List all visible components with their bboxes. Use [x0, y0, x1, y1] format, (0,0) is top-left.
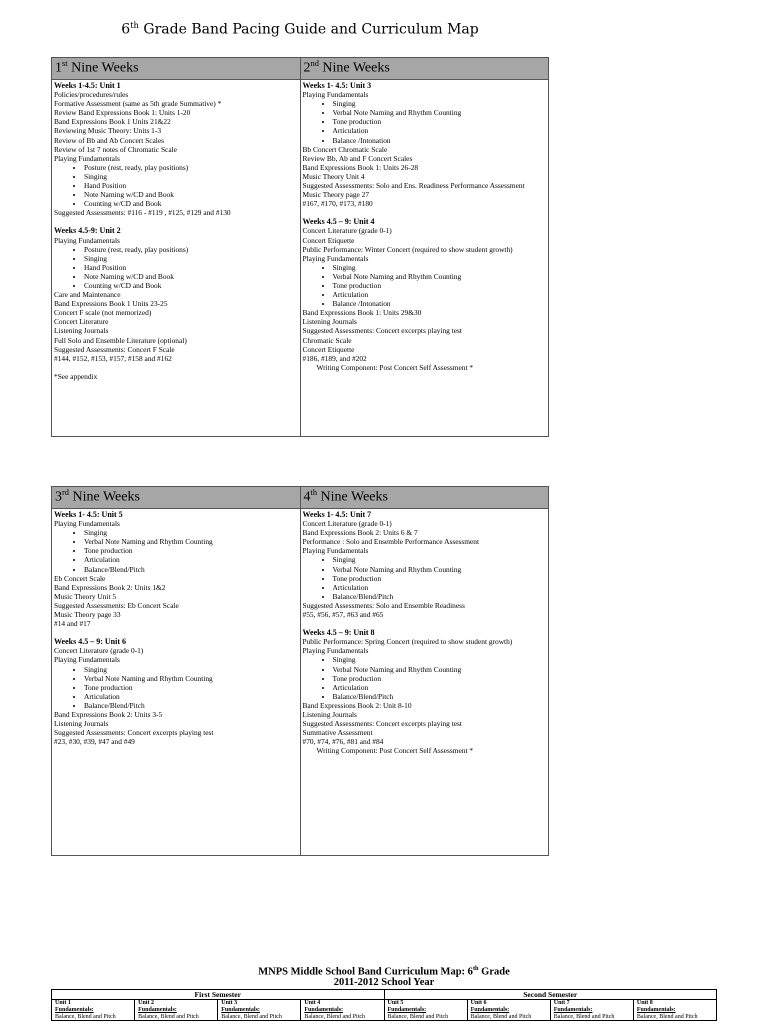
bullet-list — [54, 245, 298, 290]
bullet-item: • Note Naming w/CD and Book — [84, 272, 298, 281]
bullet-item: • Tone production — [333, 674, 547, 683]
map-unit-label: Unit 6 — [470, 1000, 487, 1006]
curriculum-map-title: MNPS Middle School Band Curriculum Map: 6th Grade — [258, 965, 510, 978]
bullet-item: • Singing — [84, 172, 298, 181]
text-line: #70, #74, #76, #81 and #84 — [302, 737, 384, 747]
bullet-item: • Singing — [333, 263, 547, 272]
q2-content — [300, 80, 549, 437]
text-line: Concert Literature (grade 0-1) — [302, 226, 392, 236]
text-line: Review of 1st 7 notes of Chromatic Scale — [54, 144, 177, 154]
unit-heading: Weeks 4.5 – 9: Unit 4 — [302, 217, 375, 227]
bullet-list — [54, 163, 298, 208]
map-fundamentals-label: Fundamentals: — [221, 1006, 260, 1013]
text-line: Band Expressions Book 1 Units 21&22 — [54, 117, 171, 127]
spacer — [54, 363, 298, 372]
text-line: Suggested Assessments: Concert excerpts playing test — [302, 719, 462, 729]
bullet-item: • Hand Position — [84, 263, 298, 272]
bullet-item: • Singing — [333, 655, 547, 664]
text-line: Eb Concert Scale — [54, 573, 106, 583]
bullet-list — [303, 655, 547, 700]
text-line: Band Expressions Book 1: Units 26-28 — [302, 162, 419, 172]
text-line: Playing Fundamentals — [54, 519, 120, 529]
map-unit-label: Unit 1 — [55, 1000, 71, 1006]
bullet-item: • Singing — [84, 665, 298, 674]
bullet-item: • Counting w/CD and Book — [84, 199, 298, 208]
text-line: Band Expressions Book 2: Units 1&2 — [54, 582, 166, 592]
text-line: Listening Journals — [54, 326, 109, 336]
map-unit-cell — [550, 1000, 633, 1021]
text-line: Suggested Assessments: Concert excerpts playing test — [54, 728, 214, 738]
bullet-item: • Hand Position — [84, 181, 298, 190]
text-line: Suggested Assessments: Concert F Scale — [54, 344, 175, 354]
text-line: Review Band Expressions Book 1: Units 1-20 — [54, 108, 191, 118]
text-line: Full Solo and Ensemble Literature (optional) — [54, 335, 187, 345]
bullet-item: • Balance/Blend/Pitch — [333, 692, 547, 701]
text-line: Music Theory page 33 — [54, 610, 121, 620]
text-line: Review Bb, Ab and F Concert Scales — [302, 153, 413, 163]
text-line: Music Theory Unit 4 — [302, 171, 365, 181]
spacer — [303, 619, 547, 628]
text-line: Band Expressions Book 2: Units 6 & 7 — [302, 528, 418, 538]
unit-heading: Weeks 1-4.5: Unit 1 — [54, 81, 121, 90]
note-line: *See appendix — [54, 371, 98, 381]
map-unit-cell — [135, 1000, 218, 1021]
text-line: Public Performance: Winter Concert (required to show student growth) — [302, 244, 513, 254]
q1-header: 1st Nine Weeks — [52, 58, 301, 80]
text-line: Listening Journals — [54, 719, 109, 729]
bullet-list — [54, 528, 298, 573]
text-line: Concert Etiquette — [302, 235, 355, 245]
quarters-table-top — [51, 57, 549, 437]
text-line: Listening Journals — [302, 709, 357, 719]
map-unit-label: Unit 3 — [221, 1000, 238, 1006]
text-line: Suggested Assessments: Eb Concert Scale — [54, 600, 179, 610]
text-line: #23, #30, #39, #47 and #49 — [54, 737, 135, 747]
bullet-item: • Tone production — [333, 574, 547, 583]
bullet-item: • Tone production — [84, 683, 298, 692]
school-year: 2011-2012 School Year — [333, 977, 435, 988]
text-line: Concert F scale (not memorized) — [54, 308, 152, 318]
note-line: Writing Component: Post Concert Self Assessment * — [316, 362, 474, 372]
map-fundamentals-label: Fundamentals: — [636, 1006, 676, 1013]
text-line: Care and Maintenance — [54, 290, 121, 300]
unit-heading: Weeks 1- 4.5: Unit 3 — [302, 81, 372, 90]
map-unit-cell — [384, 1000, 467, 1021]
text-line: Chromatic Scale — [302, 335, 352, 345]
text-line: #55, #56, #57, #63 and #65 — [302, 610, 384, 620]
bullet-item: • Articulation — [84, 692, 298, 701]
text-line: Suggested Assessments: Concert excerpts playing test — [302, 326, 462, 336]
bullet-item: • Articulation — [333, 683, 547, 692]
q1-content — [52, 80, 301, 437]
bullet-item: • Balance /Intonation — [333, 299, 547, 308]
bullet-item: • Tone production — [333, 117, 547, 126]
map-fundamentals-label: Fundamentals: — [553, 1006, 593, 1013]
bullet-item: • Articulation — [333, 583, 547, 592]
text-line: Playing Fundamentals — [54, 153, 120, 163]
text-line: Playing Fundamentals — [302, 646, 369, 656]
text-line: Listening Journals — [302, 317, 357, 327]
bullet-item: • Balance /Intonation — [333, 136, 547, 145]
map-unit-label: Unit 5 — [387, 1000, 404, 1006]
q3-header: 3rd Nine Weeks — [52, 487, 301, 509]
bullet-item: • Articulation — [84, 555, 298, 564]
unit-heading: Weeks 1- 4.5: Unit 5 — [54, 510, 123, 519]
map-balance-text: Balance, Blend and Pitch — [636, 1013, 698, 1020]
map-balance-text: Balance, Blend and Pitch — [387, 1013, 449, 1020]
map-fundamentals-label: Fundamentals: — [387, 1006, 427, 1013]
map-balance-text: Balance, Blend and Pitch — [221, 1013, 282, 1020]
spacer — [54, 217, 298, 226]
map-fundamentals-label: Fundamentals: — [304, 1006, 344, 1013]
spacer — [303, 208, 547, 217]
unit-heading: Weeks 1- 4.5: Unit 7 — [302, 510, 372, 519]
q4-content — [300, 509, 549, 856]
bullet-item: • Balance/Blend/Pitch — [84, 701, 298, 710]
map-unit-cell — [301, 1000, 384, 1021]
bullet-list — [303, 555, 547, 600]
map-unit-cell — [467, 1000, 550, 1021]
text-line: #186, #189, and #202 — [302, 353, 367, 363]
text-line: Playing Fundamentals — [54, 655, 120, 665]
bullet-item: • Note Naming w/CD and Book — [84, 190, 298, 199]
text-line: Review of Bb and Ab Concert Scales — [54, 135, 165, 145]
text-line: Formative Assessment (same as 5th grade Summative) * — [54, 99, 222, 109]
text-line: Playing Fundamentals — [302, 90, 369, 100]
unit-heading: Weeks 4.5 – 9: Unit 6 — [54, 637, 126, 647]
map-balance-text: Balance, Blend and Pitch — [138, 1013, 199, 1020]
curriculum-map-table — [51, 989, 717, 1021]
bullet-item: • Posture (rest, ready, play positions) — [84, 245, 298, 254]
bullet-item: • Singing — [333, 555, 547, 564]
bullet-list — [303, 99, 547, 144]
map-unit-label: Unit 2 — [138, 1000, 154, 1006]
bullet-item: • Singing — [84, 528, 298, 537]
map-fundamentals-label: Fundamentals: — [470, 1006, 510, 1013]
bullet-list — [54, 665, 298, 710]
bullet-item: • Verbal Note Naming and Rhythm Counting — [333, 108, 547, 117]
bullet-item: • Articulation — [333, 126, 547, 135]
text-line: Concert Etiquette — [302, 344, 355, 354]
text-line: Concert Literature (grade 0-1) — [54, 646, 144, 656]
text-line: Performance : Solo and Ensemble Performance Assessment — [302, 537, 480, 547]
map-balance-text: Balance, Blend and Pitch — [470, 1013, 532, 1020]
map-balance-text: Balance, Blend and Pitch — [55, 1013, 116, 1020]
bullet-item: • Singing — [84, 254, 298, 263]
bullet-item: • Singing — [333, 99, 547, 108]
text-line: Reviewing Music Theory: Units 1-3 — [54, 126, 162, 136]
bullet-item: • Tone production — [333, 281, 547, 290]
text-line: Bb Concert Chromatic Scale — [302, 144, 388, 154]
unit-heading: Weeks 4.5-9: Unit 2 — [54, 226, 121, 236]
map-unit-label: Unit 4 — [304, 1000, 321, 1006]
text-line: #14 and #17 — [54, 619, 91, 629]
bullet-item: • Verbal Note Naming and Rhythm Counting — [333, 665, 547, 674]
map-fundamentals-label: Fundamentals: — [55, 1006, 94, 1013]
text-line: Suggested Assessments: Solo and Ensemble Readiness — [302, 600, 465, 610]
bullet-item: • Verbal Note Naming and Rhythm Counting — [333, 272, 547, 281]
bullet-item: • Verbal Note Naming and Rhythm Counting — [84, 674, 298, 683]
map-balance-text: Balance, Blend and Pitch — [553, 1013, 615, 1020]
text-line: Playing Fundamentals — [302, 253, 369, 263]
map-unit-cell — [633, 1000, 716, 1021]
map-unit-label: Unit 7 — [553, 1000, 570, 1006]
bullet-item: • Balance/Blend/Pitch — [333, 592, 547, 601]
page-title: 6th Grade Band Pacing Guide and Curriculum Map — [121, 20, 479, 38]
q2-header: 2nd Nine Weeks — [300, 58, 549, 80]
bullet-item: • Posture (rest, ready, play positions) — [84, 163, 298, 172]
text-line: Band Expressions Book 2: Unit 8-10 — [302, 700, 412, 710]
second-semester-header: Second Semester — [384, 990, 717, 1000]
text-line: Concert Literature — [54, 317, 109, 327]
text-line: Concert Literature (grade 0-1) — [302, 519, 392, 529]
map-fundamentals-label: Fundamentals: — [138, 1006, 177, 1013]
spacer — [54, 628, 298, 637]
text-line: Band Expressions Book 1: Units 29&30 — [302, 308, 422, 318]
first-semester-header: First Semester — [52, 990, 385, 1000]
map-unit-cell — [52, 1000, 135, 1021]
bullet-item: • Verbal Note Naming and Rhythm Counting — [84, 537, 298, 546]
text-line: Policies/procedures/rules — [54, 90, 129, 100]
map-balance-text: Balance, Blend and Pitch — [304, 1013, 366, 1020]
bullet-item: • Tone production — [84, 546, 298, 555]
map-unit-cell — [218, 1000, 301, 1021]
text-line: Public Performance: Spring Concert (required to show student growth) — [302, 637, 513, 647]
q4-header: 4th Nine Weeks — [300, 487, 549, 509]
bullet-list — [303, 263, 547, 308]
map-unit-label: Unit 8 — [636, 1000, 653, 1006]
text-line: Playing Fundamentals — [302, 546, 369, 556]
text-line: Suggested Assessments: Solo and Ens. Readiness Performance Assessment — [302, 181, 525, 191]
text-line: #167, #170, #173, #180 — [302, 199, 373, 209]
bullet-item: • Balance/Blend/Pitch — [84, 565, 298, 574]
unit-heading: Weeks 4.5 – 9: Unit 8 — [302, 628, 375, 638]
text-line: Band Expressions Book 1 Units 23-25 — [54, 299, 168, 309]
text-line: Summative Assessment — [302, 728, 373, 738]
q3-content — [52, 509, 301, 856]
text-line: Music Theory page 27 — [302, 190, 370, 200]
quarters-table-bottom — [51, 486, 549, 856]
note-line: Writing Component: Post Concert Self Assessment * — [316, 746, 474, 756]
text-line: Music Theory Unit 5 — [54, 591, 117, 601]
text-line: Band Expressions Book 2: Units 3-5 — [54, 709, 163, 719]
bullet-item: • Counting w/CD and Book — [84, 281, 298, 290]
text-line: Playing Fundamentals — [54, 235, 120, 245]
bullet-item: • Articulation — [333, 290, 547, 299]
text-line: #144, #152, #153, #157, #158 and #162 — [54, 353, 172, 363]
bullet-item: • Verbal Note Naming and Rhythm Counting — [333, 565, 547, 574]
text-line: Suggested Assessments: #116 - #119 , #125, #129 and #130 — [54, 208, 231, 218]
